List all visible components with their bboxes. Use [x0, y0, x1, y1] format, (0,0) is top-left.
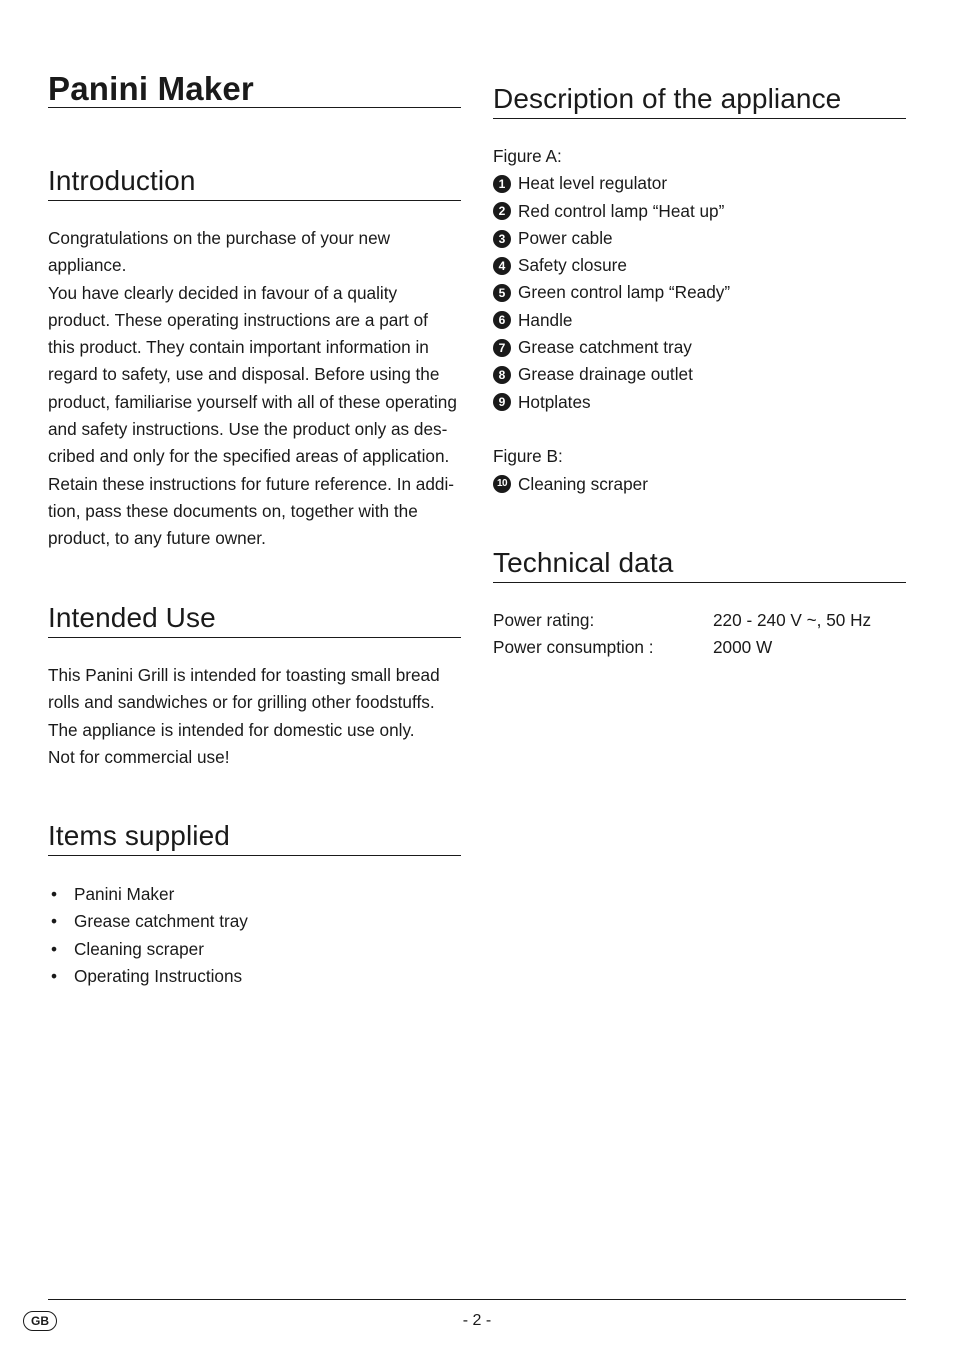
figure-b-label: Figure B: [493, 446, 563, 467]
bullet-icon: • [51, 911, 58, 932]
list-item [48, 963, 461, 990]
list-item [48, 881, 461, 908]
part-number-icon: 5 [493, 284, 511, 302]
spec-key: Power consumption : [493, 637, 654, 658]
list-item-label: Operating Instructions [74, 965, 243, 986]
text-line: cribed and only for the specified areas of application. [48, 446, 450, 467]
parts-list [493, 143, 906, 498]
spec-key: Power rating: [493, 610, 595, 630]
part-item [493, 307, 906, 334]
part-label: Power cable [518, 227, 613, 248]
part-item [493, 389, 906, 416]
part-label: Heat level regulator [518, 173, 668, 194]
part-number-icon: 8 [493, 366, 511, 384]
introduction-heading: Introduction [48, 165, 196, 196]
list-item-label: Cleaning scraper [74, 938, 204, 959]
spec-value: 2000 W [713, 637, 773, 658]
text-line: regard to safety, use and disposal. Before using the [48, 364, 440, 385]
part-item [493, 361, 906, 388]
table-row [493, 607, 906, 634]
intended-use-body [48, 662, 461, 771]
part-item [493, 198, 906, 225]
footer-divider [48, 1299, 906, 1300]
page-number: - 2 - [462, 1312, 492, 1329]
bullet-icon: • [51, 884, 58, 904]
text-line: Retain these instructions for future reference. In addi- [48, 473, 455, 494]
part-number-icon: 4 [493, 257, 511, 275]
part-label: Safety closure [518, 255, 627, 276]
spec-value: 220 - 240 V ~, 50 Hz [713, 610, 872, 630]
text-line: The appliance is intended for domestic use only. [48, 719, 415, 740]
part-label: Grease catchment tray [518, 337, 692, 358]
introduction-body [48, 225, 461, 553]
part-item [493, 471, 906, 498]
part-number-icon: 1 [493, 175, 511, 193]
intended-use-heading: Intended Use [48, 602, 216, 633]
part-number-icon: 2 [493, 202, 511, 220]
part-item [493, 279, 906, 306]
page-title: Panini Maker [48, 70, 254, 107]
text-line: rolls and sandwiches or for grilling other foodstuffs. [48, 692, 435, 713]
items-supplied-heading: Items supplied [48, 820, 230, 851]
list-item-label: Grease catchment tray [74, 911, 248, 932]
part-number-icon: 9 [493, 393, 511, 411]
text-line: product. These operating instructions are a part of [48, 309, 428, 330]
part-number-icon: 6 [493, 311, 511, 329]
technical-data-heading: Technical data [493, 547, 674, 578]
part-label: Grease drainage outlet [518, 364, 693, 385]
text-line: and safety instructions. Use the product only as des- [48, 419, 448, 440]
intended-use-heading-block [48, 604, 461, 638]
description-heading: Description of the appliance [493, 83, 842, 114]
part-number-icon: 10 [493, 475, 511, 493]
text-line: This Panini Grill is intended for toasting small bread [48, 665, 440, 685]
technical-data-heading-block [493, 549, 906, 583]
part-item [493, 225, 906, 252]
part-label: Hotplates [518, 391, 591, 412]
part-label: Handle [518, 309, 573, 330]
part-item [493, 334, 906, 361]
text-line: Not for commercial use! [48, 746, 230, 767]
part-label: Red control lamp “Heat up” [518, 200, 725, 221]
text-line: product, familiarise yourself with all of these operating [48, 391, 457, 412]
part-label: Cleaning scraper [518, 473, 648, 494]
part-number-icon: 3 [493, 230, 511, 248]
text-line: product, to any future owner. [48, 528, 266, 549]
part-item [493, 252, 906, 279]
items-supplied-heading-block [48, 822, 461, 856]
list-item [48, 908, 461, 935]
technical-data-table [493, 607, 906, 662]
list-item [48, 936, 461, 963]
figure-a-label: Figure A: [493, 146, 562, 166]
part-item [493, 170, 906, 197]
page-title-block [48, 72, 461, 108]
text-line: tion, pass these documents on, together with the [48, 500, 418, 521]
country-badge: GB [23, 1311, 57, 1331]
list-item-label: Panini Maker [74, 884, 175, 904]
table-row [493, 634, 906, 661]
text-line: appliance. [48, 255, 127, 276]
text-line: You have clearly decided in favour of a quality [48, 282, 398, 303]
text-line: Congratulations on the purchase of your new [48, 228, 391, 248]
description-heading-block [493, 85, 906, 119]
bullet-icon: • [51, 965, 58, 986]
text-line: this product. They contain important information in [48, 337, 429, 358]
part-number-icon: 7 [493, 339, 511, 357]
part-label: Green control lamp “Ready” [518, 282, 731, 303]
introduction-heading-block [48, 167, 461, 201]
items-supplied-list [48, 881, 461, 990]
bullet-icon: • [51, 938, 58, 959]
